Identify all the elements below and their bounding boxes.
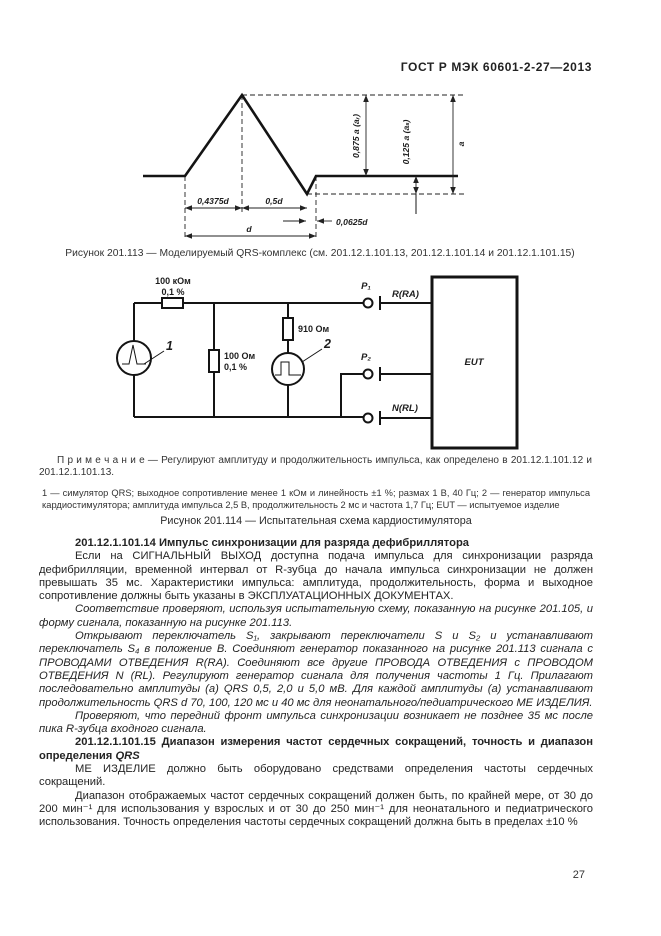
part-number-1: 1 bbox=[166, 339, 173, 353]
section-15-heading-qrs: QRS bbox=[115, 749, 140, 762]
label-p1: P₁ bbox=[361, 281, 371, 292]
figure-114-caption: Рисунок 201.114 — Испытательная схема кардиостимулятора bbox=[160, 515, 472, 527]
label-p2: P₂ bbox=[361, 352, 371, 363]
label-rise: 0,4375d bbox=[197, 196, 229, 206]
section-14-paragraph-2: Соответствие проверяют, используя испытательную схему, показанную на рисунке 201.105, и форму сигнала, показанную на рисунке 201.113. bbox=[39, 603, 593, 629]
resistor-910 bbox=[283, 318, 293, 340]
resistor-100k bbox=[162, 298, 183, 308]
label-resistor-100k: 100 кОм bbox=[155, 276, 191, 286]
section-15-heading bbox=[39, 736, 593, 763]
label-duration: d bbox=[246, 224, 252, 234]
section-15-heading-main: 201.12.1.101.15 Диапазон измерения частот сердечных сокращений, точность и диапазон определения bbox=[39, 736, 593, 762]
section-14-paragraph-1: Если на СИГНАЛЬНЫЙ ВЫХОД доступна подача импульса для синхронизации разряда дефибрилляции, временной интервал от R-зубца до начала импульса синхронизации не должен превышать 35 мс. Характеристики импульса: амплитуда, продолжительность, форма и выходное сопротивление должны быть указаны в ЭКСПЛУАТАЦИОННЫХ ДОКУМЕНТАХ. bbox=[39, 550, 593, 603]
terminal-n bbox=[364, 414, 373, 423]
qrs-complex-diagram bbox=[133, 82, 481, 254]
part-number-2: 2 bbox=[324, 337, 331, 351]
label-resistor-100: 100 Ом bbox=[224, 351, 256, 361]
standard-designation: ГОСТ Р МЭК 60601-2-27—2013 bbox=[400, 60, 592, 74]
section-14-paragraph-3: Открывают переключатель S₁, закрывают переключатели S и S₂ и устанавливают переключатель S₄ в положение В. Соединяют генератор показанного на рисунке 201.113 сигнала с ПРОВОДАМИ ОТВЕДЕНИЯ R(RA). Соединяют все другие ПРОВОДА ОТВЕДЕНИЯ с ПРОВОДОМ ОТВЕДЕНИЯ N (RL). Регулируют генератор сигнала для получения частоты 1 Гц. Прилагают последовательно амплитуды (а) QRS 0,5, 2,0 и 5,0 мВ. Для каждой амплитуды (а) устанавливают продолжительность QRS d 70, 100, 120 мс и 40 мс для неонатального/педиатрического МЕ ИЗДЕЛИЯ. bbox=[39, 630, 593, 709]
wires-to-eut bbox=[380, 303, 432, 418]
leader-2 bbox=[302, 349, 322, 362]
section-14-heading: 201.12.1.101.14 Импульс синхронизации для разряда дефибриллятора bbox=[75, 537, 470, 549]
label-resistor-100-tol: 0,1 % bbox=[224, 362, 248, 372]
pacemaker-test-circuit-diagram bbox=[100, 272, 525, 457]
label-resistor-100k-tol: 0,1 % bbox=[161, 287, 185, 297]
label-amp-total: a bbox=[456, 141, 466, 147]
qrs-generator-symbol bbox=[117, 341, 151, 375]
page-number: 27 bbox=[572, 869, 585, 881]
terminal-p2 bbox=[364, 370, 373, 379]
label-resistor-910: 910 Ом bbox=[298, 324, 330, 334]
wire-p2-branch bbox=[341, 374, 363, 417]
pulse-generator-symbol bbox=[272, 353, 304, 385]
label-amp-s: 0,125 a (aₛ) bbox=[401, 119, 411, 165]
section-15-paragraph-2: Диапазон отображаемых частот сердечных сокращений должен быть, по крайней мере, от 30 до 200 мин⁻¹ для использования у взрослых и от 30 до 250 мин⁻¹ для неонатального и педиатрического использования. Точность определения частоты сердечных сокращений должна быть в пределах ±10 % bbox=[39, 789, 593, 829]
section-14-paragraph-4: Проверяют, что передний фронт импульса синхронизации возникает не позднее 35 мс после пика R-зубца входного сигнала. bbox=[39, 709, 593, 736]
section-15-paragraph-1: МЕ ИЗДЕЛИЕ должно быть оборудовано средствами определения частоты сердечных сокращений. bbox=[39, 763, 593, 789]
label-amp-r: 0,875 a (aᵣ) bbox=[351, 114, 361, 158]
label-dip: 0,0625d bbox=[336, 217, 368, 227]
label-lead-n: N(RL) bbox=[392, 403, 418, 414]
eut-label: EUT bbox=[464, 357, 484, 368]
figure-note: П р и м е ч а н и е — Регулируют амплитуду и продолжительность импульса, как определено в 201.12.1.101.12 и 201.12.1.101.13. bbox=[39, 455, 592, 478]
label-lead-r: R(RA) bbox=[392, 289, 419, 300]
figure-113-caption: Рисунок 201.113 — Моделируемый QRS-комплекс (см. 201.12.1.101.13, 201.12.1.101.14 и 201.12.1.101.15) bbox=[65, 248, 575, 259]
body-text bbox=[39, 537, 593, 830]
figure-footnote: 1 — симулятор QRS; выходное сопротивление менее 1 кОм и линейность ±1 %; размах 1 В, 40 Гц; 2 — генератор импульса кардиостимулятора; амплитуда импульса 2,5 В, продолжительность 2 мс и частота 1,7 Гц; EUT — испытуемое изделие bbox=[42, 488, 590, 510]
label-fall: 0,5d bbox=[265, 196, 283, 206]
resistor-100 bbox=[209, 350, 219, 372]
terminal-p1 bbox=[364, 299, 373, 308]
